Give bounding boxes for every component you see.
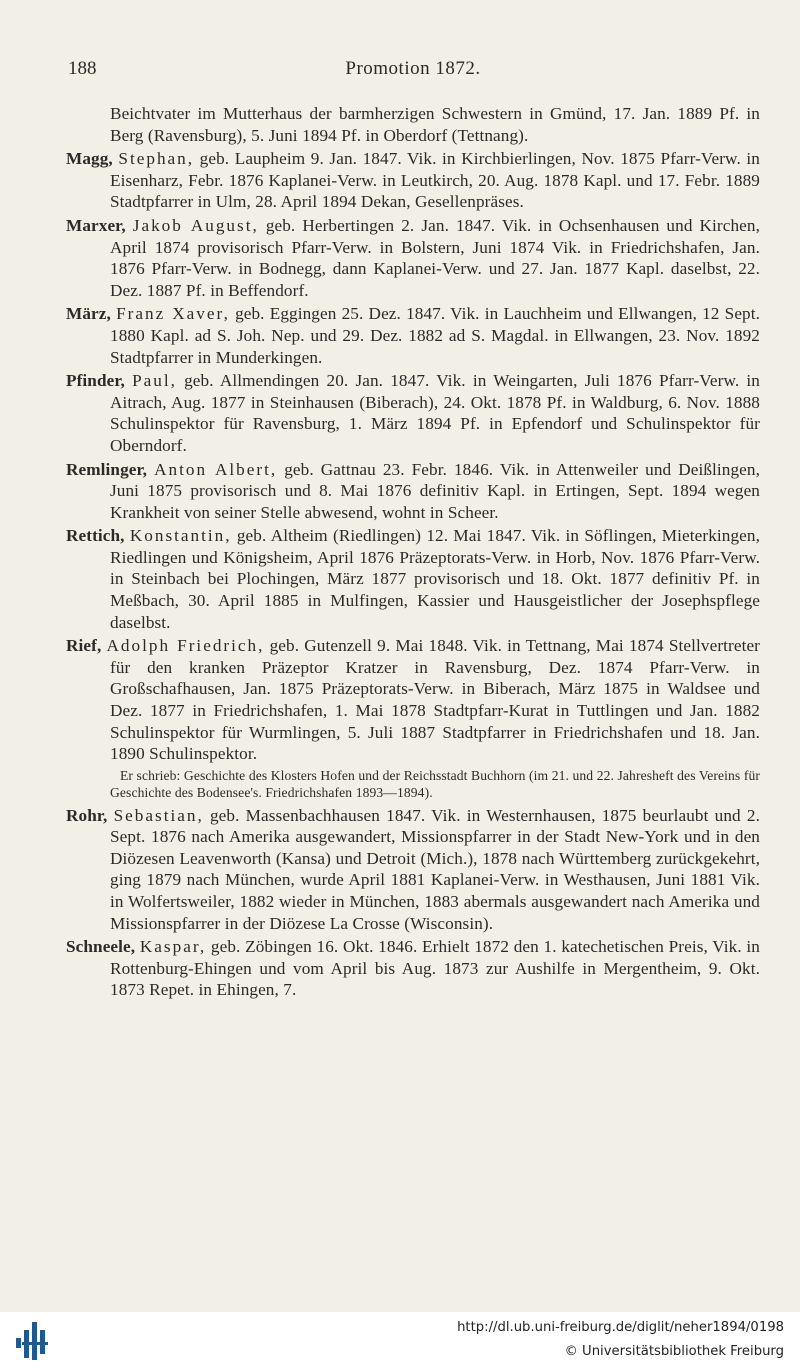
entry-text: geb. Massenbachhausen 1847. Vik. in Westernhausen, 1875 beurlaubt und 2. Sept. 1876 nach Amerika ausgewandert, Missionspfarrer in der Stadt New-York und in den Diözesen Leavenworth (Kansa) und Detroit (Mich.), 1878 nach Württemberg zurückgekehrt, ging 1879 nach München, wurde April 1881 Kaplanei-Verw. in Westhausen, Juni 1881 Vik. in Wolfertsweiler, 1882 wieder in München, 1883 abermals ausgewandert nach Amerika und Missionspfarrer in der Diözese La Crosse (Wisconsin). <box>110 805 760 933</box>
entry-rettich <box>66 525 760 633</box>
entry-text: geb. Allmendingen 20. Jan. 1847. Vik. in Weingarten, Juli 1876 Pfarr-Verw. in Aitrach, Aug. 1877 in Steinhausen (Biberach), 24. Okt. 1878 Pf. in Waldburg, 6. Nov. 1888 Schulinspektor für Ravensburg, 1. März 1894 Pf. in Epfendorf und Schulinspektor für Oberndorf. <box>110 371 760 455</box>
entry-surname: März, <box>66 304 111 324</box>
entry-magg <box>66 148 760 213</box>
entry-given-name: Jakob August, <box>132 215 259 235</box>
entry-footnote: Er schrieb: Geschichte des Klosters Hofen und der Reichsstadt Buchhorn (im 21. und 22. Jahresheft des Vereins für Geschichte des Bodensee's. Friedrichshafen 1893—1894). <box>110 767 760 801</box>
entry-surname: Magg, <box>66 149 113 169</box>
entry-surname: Rettich, <box>66 526 125 546</box>
entry-text: geb. Laupheim 9. Jan. 1847. Vik. in Kirchbierlingen, Nov. 1875 Pfarr-Verw. in Eisenharz, Febr. 1876 Kaplanei-Verw. in Leutkirch, 20. Aug. 1878 Kapl. und 17. Febr. 1889 Stadtpfarrer in Ulm, 28. April 1894 Dekan, Gesellenpräses. <box>110 149 760 212</box>
entry-rief <box>66 635 760 765</box>
entry-given-name: Kaspar, <box>139 937 207 957</box>
entry-pfinder <box>66 370 760 456</box>
entry-rohr <box>66 805 760 935</box>
entry-text: geb. Herbertingen 2. Jan. 1847. Vik. in Ochsenhausen und Kirchen, April 1874 provisorisch Pfarr-Verw. in Bolstern, Juni 1874 Vik. in Friedrichshafen, Jan. 1876 Pfarr-Verw. in Bodnegg, dann Kaplanei-Verw. und 27. Jan. 1877 Kapl. daselbst, 22. Dez. 1887 Pf. in Beffendorf. <box>110 215 760 300</box>
entry-text: Beichtvater im Mutterhaus der barmherzigen Schwestern in Gmünd, 17. Jan. 1889 Pf. in Berg (Ravensburg), 5. Juni 1894 Pf. in Oberdorf (Tettnang). <box>110 104 760 145</box>
entry-text: geb. Zöbingen 16. Okt. 1846. Erhielt 1872 den 1. katechetischen Preis, Vik. in Rottenburg-Ehingen und vom April bis Aug. 1873 zur Aushilfe in Mergentheim, 9. Okt. 1873 Repet. in Ehingen, 7. <box>110 937 760 1000</box>
entry-text: geb. Gutenzell 9. Mai 1848. Vik. in Tettnang, Mai 1874 Stellvertreter für den kranken Präzeptor Kratzer in Ravensburg, Dez. 1874 Pfarr-Verw. in Großschafhausen, Jan. 1875 Präzeptorats-Verw. in Biberach, März 1875 in Waldsee und Dez. 1877 in Friedrichshafen, 1. Mai 1878 Stadtpfarr-Kurat in Tuttlingen und Jan. 1882 Schulinspektor für Wurmlingen, 5. Juli 1887 Stadtpfarrer in Friedrichshafen und 18. Jan. 1890 Schulinspektor. <box>110 636 760 764</box>
entry-schneele <box>66 936 760 1001</box>
entry-given-name: Konstantin, <box>129 526 232 546</box>
entry-remlinger <box>66 459 760 524</box>
entry-given-name: Anton Albert, <box>154 459 278 479</box>
running-head <box>68 58 758 86</box>
page-heading: Promotion 1872. <box>345 58 481 79</box>
entry-text: geb. Altheim (Riedlingen) 12. Mai 1847. Vik. in Söflingen, Mieterkingen, Riedlingen und Königsheim, April 1876 Präzeptorats-Verw. in Horb, Nov. 1876 Pfarr-Verw. in Steinbach bei Plochingen, März 1877 provisorisch und 18. Okt. 1877 definitiv Pf. in Meßbach, 30. April 1885 in Mulfingen, Kassier und Hausgeistlicher der Josephspflege daselbst. <box>110 526 760 632</box>
copyright-text: © Universitätsbibliothek Freiburg <box>564 1344 784 1359</box>
entry-surname: Schneele, <box>66 937 136 957</box>
entry-surname: Rohr, <box>66 805 108 825</box>
entry-maerz <box>66 303 760 368</box>
entry-given-name: Adolph Friedrich, <box>106 636 265 656</box>
footer-bar <box>0 1312 800 1369</box>
permalink-link[interactable]: http://dl.ub.uni-freiburg.de/diglit/neher1894/0198 <box>457 1320 784 1335</box>
library-logo-icon <box>14 1320 50 1362</box>
entry-given-name: Stephan, <box>118 149 195 169</box>
entry-surname: Rief, <box>66 636 102 656</box>
entry-surname: Marxer, <box>66 215 126 235</box>
page-number: 188 <box>68 58 97 79</box>
entry-given-name: Sebastian, <box>113 805 204 825</box>
entry-surname: Pfinder, <box>66 371 125 391</box>
entry-given-name: Franz Xaver, <box>116 304 230 324</box>
text-block <box>66 103 760 1003</box>
entry-text: geb. Gattnau 23. Febr. 1846. Vik. in Attenweiler und Deißlingen, Juni 1875 provisorisch und 8. Mai 1876 definitiv Kapl. in Ertingen, Sept. 1894 wegen Krankheit von seiner Stelle abwesend, wohnt in Scheer. <box>110 459 761 522</box>
entry-continuation <box>66 103 760 146</box>
entry-given-name: Paul, <box>132 371 177 391</box>
entry-text: geb. Eggingen 25. Dez. 1847. Vik. in Lauchheim und Ellwangen, 12 Sept. 1880 Kapl. ad S. Joh. Nep. und 29. Dez. 1882 ad S. Magdal. in Ellwangen, 23. Nov. 1892 Stadtpfarrer in Munderkingen. <box>110 304 761 367</box>
entry-marxer <box>66 215 760 301</box>
entry-surname: Remlinger, <box>66 459 148 479</box>
